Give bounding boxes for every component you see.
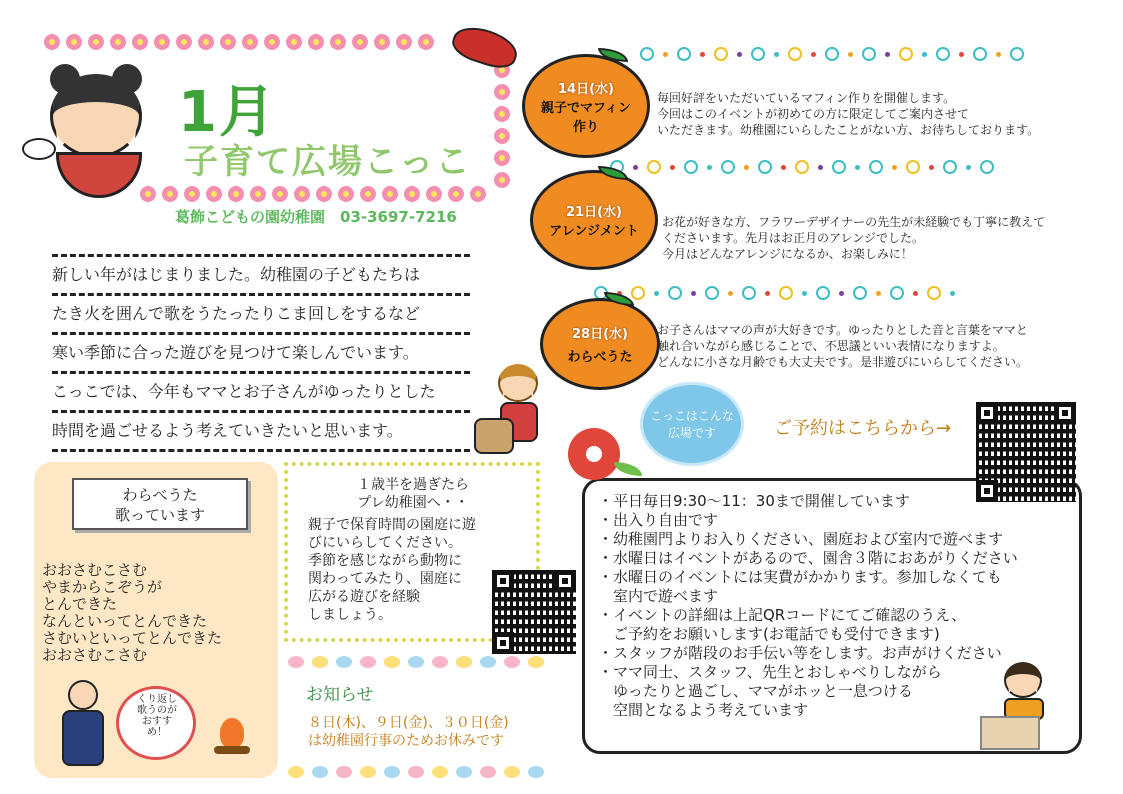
event-text-line: 触れ合いながら感じることで、不思議といい表情になりますよ。 [657,339,1005,353]
notice-text [308,714,509,750]
pre-line: 季節を感じながら動物に [308,553,462,569]
event-orange-badge [522,54,650,158]
pastel-dot-border-top [288,656,544,668]
pastel-dot-border-bottom [288,766,544,778]
event-text-line: お子さんはママの声が大好きです。ゆったりとした音と言葉をママと [657,323,1028,337]
intro-line: 時間を過ごせるよう考えていきたいと思います。 [52,410,470,445]
pre-line: 関わってみたり、園庭に [308,571,462,587]
reservation-link[interactable]: ご予約はこちらから→ [774,418,952,439]
event-text-line: お花が好きな方、フラワーデザイナーの先生が未経験でも丁寧に教えて [662,215,1046,229]
pre-line: しましょう。 [308,607,392,623]
child-playing-illustration [980,662,1070,752]
event-21 [530,170,658,270]
pre-title: プレ幼稚園へ・・ [357,495,469,511]
about-bubble-text: こっこはこんな [650,409,734,423]
lyric-line: おおさむこさむ [42,561,148,579]
intro-text [52,240,470,452]
notice-title: お知らせ [306,685,374,705]
red-flower-icon [568,428,620,480]
right-flower-border [494,62,510,188]
intro-line: こっこでは、今年もママとお子さんがゆったりとした [52,371,470,406]
event-name: アレンジメント [549,224,639,239]
girl-mochi-illustration [470,362,550,458]
bottom-flower-border [140,186,486,202]
top-flower-border [44,34,434,50]
event-date: 28日(水) [572,327,628,342]
info-item: ・幼稚園門よりお入りください、園庭および室内で遊べます [598,530,1004,548]
month-title: 1月 [178,80,277,145]
info-text [598,492,1018,720]
event-28-description [657,322,1028,370]
event-orange-badge [530,170,658,270]
lyric-line: おおさむこさむ [42,646,148,664]
info-item: ゆったりと過ごし、ママがホッと一息つける [598,682,913,700]
event-text-line: 今回はこのイベントが初めての方に限定してご案内させて [657,107,970,121]
intro-line: たき火を囲んで歌をうたったりこま回しをするなど [52,293,470,328]
intro-line: 新しい年がはじまりました。幼稚園の子どもたちは [52,254,470,289]
info-item: 室内で遊べます [598,587,719,605]
info-item: ・平日毎日9:30～11：30まで開催しています [598,492,910,510]
lacquer-bowl-lid-illustration [448,21,521,74]
warabeuta-panel [34,462,278,778]
event-date: 14日(水) [558,81,614,97]
pre-line: 広がる遊びを経験 [308,589,420,605]
pre-qr-code[interactable] [492,570,576,654]
lyric-line: やまからこぞうが [42,578,163,596]
event-text-line: くださいます。先月はお正月のアレンジでした。 [662,231,924,245]
about-bubble [640,382,744,466]
event-28 [540,298,660,390]
girl-eating-zoni-illustration [22,58,172,208]
event-14-description [657,90,1039,138]
info-item: ・水曜日はイベントがあるので、園舎３階におあがりください [598,549,1018,567]
event-21-description [662,214,1045,262]
event-text-line: いただきます。幼稚園にいらしたことがない方、お待ちしております。 [657,123,1040,137]
info-item: ・水曜日のイベントには実費がかかります。参加しなくても [598,568,1002,586]
info-item: ・ママ同士、スタッフ、先生とおしゃべりしながら [598,663,942,681]
warabeuta-heading: わらべうた [122,486,198,504]
info-item: ・出入り自由です [598,511,719,529]
info-item: 空間となるよう考えています [598,701,809,719]
page-title: 子育て広場こっこ [184,142,472,182]
event-date: 21日(水) [566,205,622,220]
event-text-line: 今月はどんなアレンジになるか、お楽しみに！ [662,247,913,261]
event-name: わらべうた [567,350,633,365]
info-item: ご予約をお願いします(お電話でも受付できます) [598,625,940,643]
info-item: ・イベントの詳細は上記QRコードにてご確認のうえ、 [598,606,967,624]
pre-title: １歳半を過ぎたら [357,477,469,493]
dot-divider [640,47,1024,61]
event-14 [522,54,650,158]
event-name: 親子でマフィン作り [541,100,631,135]
warabeuta-heading: 歌っています [114,506,205,524]
about-bubble-text: 広場です [667,426,716,440]
lyric-line: とんできた [42,595,118,613]
recommend-bubble-text: くり返し歌うのがおすすめ！ [137,694,177,738]
pre-line: びにいらしてください。 [308,535,462,551]
warabeuta-heading-box [72,478,248,530]
info-item: ・スタッフが階段のお手伝い等をします。お声がけください [598,644,1002,662]
school-name-phone: 葛飾こどもの園幼稚園 03-3697-7216 [175,208,457,226]
warabeuta-lyrics [42,562,222,664]
pre-line: 親子で保育時間の園庭に遊 [308,517,476,533]
bonfire-illustration [212,718,252,760]
lyric-line: なんといってとんできた [42,612,208,630]
lyric-line: さむいといってとんできた [42,629,223,647]
dot-divider [610,160,994,174]
event-text-line: どんなに小さな月齢でも大丈夫です。是非遊びにいらしてください。 [657,355,1029,369]
old-man-illustration [52,680,112,772]
event-orange-badge [540,298,660,390]
event-text-line: 毎回好評をいただいているマフィン作りを開催します。 [657,91,956,105]
reservation-qr-code[interactable] [976,402,1076,502]
leaf-icon [614,462,642,476]
notice-line: ８日(木)、９日(金)、３０日(金) [308,715,509,731]
notice-line: は幼稚園行事のためお休みです [308,733,504,749]
intro-line: 寒い季節に合った遊びを見つけて楽しんでいます。 [52,332,470,367]
